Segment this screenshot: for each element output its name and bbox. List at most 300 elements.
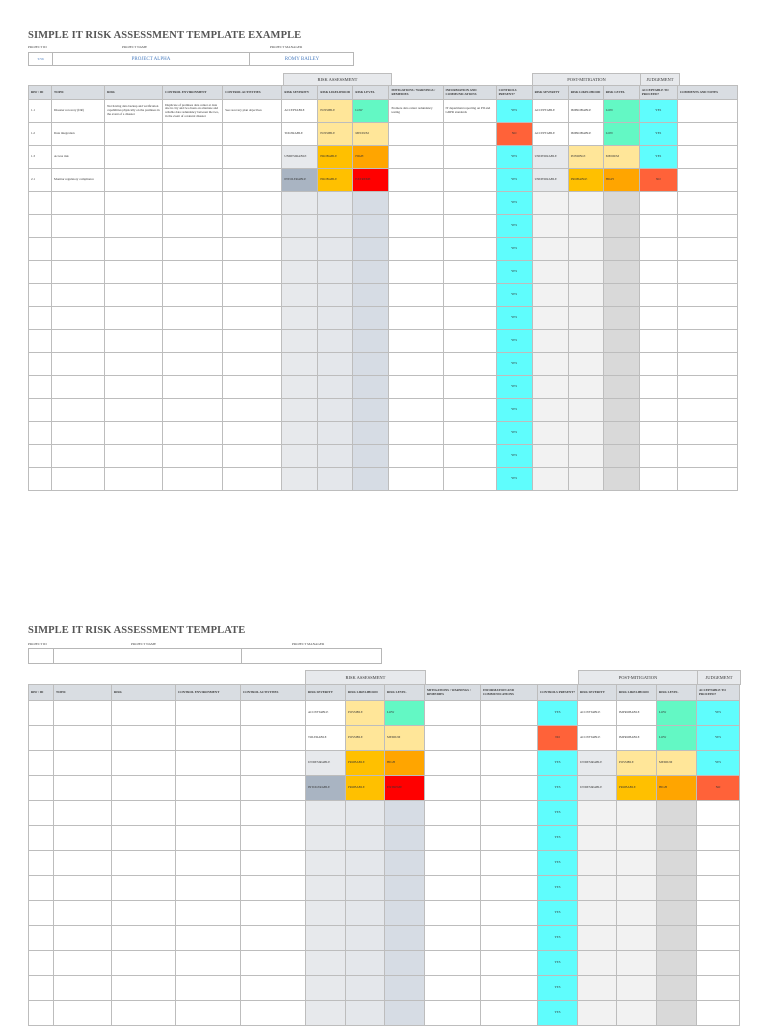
- template-cell-acceptable-to-proceed[interactable]: [697, 901, 740, 926]
- template-cell-pm-risk-level[interactable]: LOW: [657, 726, 697, 751]
- example-cell-risk-likelihood[interactable]: PROBABLE: [318, 169, 353, 192]
- example-cell-acceptable-to-proceed[interactable]: [639, 192, 677, 215]
- template-cell-acceptable-to-proceed[interactable]: NO: [697, 776, 740, 801]
- template-cell-topic[interactable]: [54, 751, 112, 776]
- example-cell-pm-risk-level[interactable]: HIGH: [603, 169, 639, 192]
- template-cell-ref-id[interactable]: [29, 901, 54, 926]
- example-cell-ref-id[interactable]: [29, 353, 52, 376]
- template-cell-control-environment[interactable]: [176, 801, 241, 826]
- template-cell-pm-risk-level[interactable]: [657, 801, 697, 826]
- example-cell-acceptable-to-proceed[interactable]: YES: [639, 146, 677, 169]
- example-cell-controls-present[interactable]: NO: [496, 123, 532, 146]
- example-cell-pm-risk-level[interactable]: [603, 376, 639, 399]
- template-cell-pm-risk-severity[interactable]: [578, 1001, 617, 1026]
- example-cell-information-communications[interactable]: [443, 146, 496, 169]
- template-cell-topic[interactable]: [54, 826, 112, 851]
- example-cell-pm-risk-level[interactable]: [603, 215, 639, 238]
- example-cell-risk-level[interactable]: [353, 330, 389, 353]
- template-cell-risk[interactable]: [112, 976, 176, 1001]
- example-cell-risk[interactable]: [105, 261, 163, 284]
- example-cell-risk-level[interactable]: [353, 376, 389, 399]
- template-cell-mitigations[interactable]: [425, 876, 481, 901]
- template-cell-control-environment[interactable]: [176, 1001, 241, 1026]
- example-cell-information-communications[interactable]: [443, 376, 496, 399]
- template-cell-risk-likelihood[interactable]: [346, 876, 385, 901]
- example-cell-control-activities[interactable]: See recovery plan objectives: [223, 100, 282, 123]
- example-cell-pm-risk-likelihood[interactable]: [568, 238, 603, 261]
- template-cell-risk[interactable]: [112, 801, 176, 826]
- example-cell-comments-notes[interactable]: [677, 100, 737, 123]
- template-cell-pm-risk-level[interactable]: MEDIUM: [657, 751, 697, 776]
- template-cell-risk[interactable]: [112, 851, 176, 876]
- example-cell-pm-risk-severity[interactable]: [532, 468, 568, 491]
- template-cell-control-environment[interactable]: [176, 901, 241, 926]
- template-project-id-field[interactable]: [29, 649, 54, 663]
- example-cell-risk-level[interactable]: [353, 445, 389, 468]
- template-cell-mitigations[interactable]: [425, 726, 481, 751]
- example-cell-acceptable-to-proceed[interactable]: YES: [639, 100, 677, 123]
- template-cell-topic[interactable]: [54, 901, 112, 926]
- example-cell-control-activities[interactable]: [223, 422, 282, 445]
- template-cell-controls-present[interactable]: YES: [538, 1001, 578, 1026]
- example-cell-control-activities[interactable]: [223, 445, 282, 468]
- template-cell-controls-present[interactable]: YES: [538, 951, 578, 976]
- example-project-id-field[interactable]: T/56: [29, 53, 53, 65]
- template-cell-risk-level[interactable]: [385, 926, 425, 951]
- template-cell-acceptable-to-proceed[interactable]: [697, 801, 740, 826]
- example-cell-topic[interactable]: [52, 445, 105, 468]
- example-cell-risk-level[interactable]: MEDIUM: [353, 123, 389, 146]
- template-cell-pm-risk-level[interactable]: LOW: [657, 701, 697, 726]
- template-cell-pm-risk-likelihood[interactable]: PROBABLE: [617, 776, 657, 801]
- example-cell-risk-severity[interactable]: UNDESIRABLE: [282, 146, 318, 169]
- template-cell-acceptable-to-proceed[interactable]: [697, 826, 740, 851]
- example-cell-topic[interactable]: Disaster recovery (DR): [52, 100, 105, 123]
- example-cell-acceptable-to-proceed[interactable]: NO: [639, 169, 677, 192]
- example-cell-risk-level[interactable]: [353, 284, 389, 307]
- template-cell-topic[interactable]: [54, 701, 112, 726]
- example-cell-comments-notes[interactable]: [677, 376, 737, 399]
- example-cell-pm-risk-severity[interactable]: UNDESIRABLE: [532, 169, 568, 192]
- example-cell-pm-risk-likelihood[interactable]: [568, 215, 603, 238]
- template-cell-risk-severity[interactable]: [306, 801, 346, 826]
- example-cell-mitigations[interactable]: [389, 468, 443, 491]
- example-cell-controls-present[interactable]: YES: [496, 468, 532, 491]
- example-cell-risk[interactable]: [105, 284, 163, 307]
- example-cell-risk-severity[interactable]: [282, 261, 318, 284]
- template-cell-pm-risk-severity[interactable]: [578, 826, 617, 851]
- template-cell-pm-risk-likelihood[interactable]: [617, 951, 657, 976]
- template-cell-risk-severity[interactable]: [306, 851, 346, 876]
- template-cell-information-communications[interactable]: [481, 976, 538, 1001]
- template-cell-risk-level[interactable]: [385, 1001, 425, 1026]
- example-cell-pm-risk-severity[interactable]: UNDESIRABLE: [532, 146, 568, 169]
- template-cell-ref-id[interactable]: [29, 876, 54, 901]
- template-cell-risk[interactable]: [112, 951, 176, 976]
- template-cell-topic[interactable]: [54, 851, 112, 876]
- example-cell-risk[interactable]: [105, 353, 163, 376]
- example-cell-ref-id[interactable]: 1.1: [29, 100, 52, 123]
- example-cell-mitigations[interactable]: [389, 284, 443, 307]
- example-cell-pm-risk-likelihood[interactable]: IMPROBABLE: [568, 100, 603, 123]
- template-cell-pm-risk-likelihood[interactable]: [617, 926, 657, 951]
- template-cell-control-environment[interactable]: [176, 951, 241, 976]
- example-cell-pm-risk-level[interactable]: [603, 399, 639, 422]
- example-cell-ref-id[interactable]: [29, 215, 52, 238]
- example-cell-risk-severity[interactable]: [282, 238, 318, 261]
- example-cell-mitigations[interactable]: [389, 399, 443, 422]
- example-cell-risk[interactable]: Not having data backup and verification capabilities physically on the premises in the event of a disaster: [105, 100, 163, 123]
- template-project-manager-field[interactable]: [242, 649, 383, 663]
- template-cell-control-activities[interactable]: [241, 1001, 306, 1026]
- template-cell-risk-likelihood[interactable]: [346, 976, 385, 1001]
- template-cell-risk-level[interactable]: [385, 976, 425, 1001]
- example-cell-risk[interactable]: [105, 169, 163, 192]
- template-cell-information-communications[interactable]: [481, 776, 538, 801]
- example-cell-pm-risk-likelihood[interactable]: [568, 468, 603, 491]
- template-cell-information-communications[interactable]: [481, 801, 538, 826]
- example-cell-control-activities[interactable]: [223, 238, 282, 261]
- template-cell-pm-risk-level[interactable]: [657, 901, 697, 926]
- example-cell-pm-risk-severity[interactable]: [532, 399, 568, 422]
- template-cell-pm-risk-likelihood[interactable]: POSSIBLE: [617, 751, 657, 776]
- example-cell-risk-severity[interactable]: [282, 376, 318, 399]
- example-cell-risk-likelihood[interactable]: PROBABLE: [318, 146, 353, 169]
- example-cell-acceptable-to-proceed[interactable]: [639, 330, 677, 353]
- template-cell-acceptable-to-proceed[interactable]: YES: [697, 726, 740, 751]
- example-cell-comments-notes[interactable]: [677, 422, 737, 445]
- template-cell-risk-likelihood[interactable]: PROBABLE: [346, 776, 385, 801]
- example-cell-pm-risk-likelihood[interactable]: IMPROBABLE: [568, 123, 603, 146]
- example-cell-risk[interactable]: [105, 238, 163, 261]
- example-cell-acceptable-to-proceed[interactable]: [639, 215, 677, 238]
- template-cell-pm-risk-likelihood[interactable]: [617, 901, 657, 926]
- example-cell-acceptable-to-proceed[interactable]: [639, 307, 677, 330]
- example-cell-risk-level[interactable]: EXTREME: [353, 169, 389, 192]
- example-cell-information-communications[interactable]: [443, 330, 496, 353]
- example-cell-controls-present[interactable]: YES: [496, 215, 532, 238]
- example-cell-control-environment[interactable]: [163, 123, 223, 146]
- example-cell-risk-likelihood[interactable]: [318, 468, 353, 491]
- example-cell-risk[interactable]: [105, 307, 163, 330]
- template-cell-risk[interactable]: [112, 751, 176, 776]
- example-cell-control-environment[interactable]: [163, 261, 223, 284]
- example-cell-topic[interactable]: [52, 353, 105, 376]
- example-cell-topic[interactable]: [52, 215, 105, 238]
- template-cell-pm-risk-level[interactable]: [657, 876, 697, 901]
- template-cell-risk-level[interactable]: [385, 876, 425, 901]
- template-cell-controls-present[interactable]: YES: [538, 776, 578, 801]
- example-cell-controls-present[interactable]: YES: [496, 376, 532, 399]
- template-cell-ref-id[interactable]: [29, 951, 54, 976]
- example-cell-acceptable-to-proceed[interactable]: [639, 261, 677, 284]
- template-cell-risk[interactable]: [112, 726, 176, 751]
- example-cell-mitigations[interactable]: [389, 146, 443, 169]
- template-cell-controls-present[interactable]: YES: [538, 851, 578, 876]
- example-cell-controls-present[interactable]: YES: [496, 445, 532, 468]
- template-cell-information-communications[interactable]: [481, 826, 538, 851]
- example-cell-risk-severity[interactable]: ACCEPTABLE: [282, 100, 318, 123]
- example-cell-information-communications[interactable]: [443, 123, 496, 146]
- example-cell-pm-risk-likelihood[interactable]: [568, 261, 603, 284]
- example-cell-mitigations[interactable]: [389, 422, 443, 445]
- example-cell-ref-id[interactable]: [29, 330, 52, 353]
- example-cell-control-activities[interactable]: [223, 146, 282, 169]
- example-cell-control-environment[interactable]: [163, 169, 223, 192]
- template-cell-control-environment[interactable]: [176, 701, 241, 726]
- example-cell-risk-level[interactable]: [353, 399, 389, 422]
- template-cell-acceptable-to-proceed[interactable]: [697, 926, 740, 951]
- template-cell-information-communications[interactable]: [481, 726, 538, 751]
- example-cell-risk-level[interactable]: [353, 353, 389, 376]
- template-cell-pm-risk-level[interactable]: [657, 951, 697, 976]
- example-cell-mitigations[interactable]: Promote data center redundancy testing: [389, 100, 443, 123]
- template-cell-ref-id[interactable]: [29, 751, 54, 776]
- template-cell-pm-risk-likelihood[interactable]: [617, 801, 657, 826]
- example-cell-controls-present[interactable]: YES: [496, 422, 532, 445]
- example-cell-pm-risk-likelihood[interactable]: [568, 422, 603, 445]
- template-cell-risk-level[interactable]: LOW: [385, 701, 425, 726]
- template-cell-acceptable-to-proceed[interactable]: [697, 876, 740, 901]
- example-cell-ref-id[interactable]: 2.1: [29, 169, 52, 192]
- example-cell-pm-risk-level[interactable]: [603, 353, 639, 376]
- template-cell-mitigations[interactable]: [425, 976, 481, 1001]
- example-cell-information-communications[interactable]: [443, 261, 496, 284]
- example-cell-acceptable-to-proceed[interactable]: YES: [639, 123, 677, 146]
- example-cell-risk-likelihood[interactable]: [318, 376, 353, 399]
- example-cell-pm-risk-severity[interactable]: [532, 422, 568, 445]
- example-cell-pm-risk-likelihood[interactable]: [568, 376, 603, 399]
- template-cell-pm-risk-severity[interactable]: ACCEPTABLE: [578, 701, 617, 726]
- example-cell-comments-notes[interactable]: [677, 261, 737, 284]
- template-cell-risk[interactable]: [112, 876, 176, 901]
- template-cell-control-environment[interactable]: [176, 751, 241, 776]
- example-cell-risk[interactable]: [105, 399, 163, 422]
- example-cell-comments-notes[interactable]: [677, 330, 737, 353]
- template-cell-acceptable-to-proceed[interactable]: [697, 851, 740, 876]
- example-cell-information-communications[interactable]: [443, 169, 496, 192]
- example-cell-pm-risk-level[interactable]: LOW: [603, 123, 639, 146]
- template-cell-control-activities[interactable]: [241, 901, 306, 926]
- example-cell-pm-risk-level[interactable]: [603, 330, 639, 353]
- template-cell-pm-risk-severity[interactable]: [578, 926, 617, 951]
- template-cell-risk-severity[interactable]: [306, 901, 346, 926]
- example-cell-risk[interactable]: [105, 146, 163, 169]
- template-cell-risk-level[interactable]: MEDIUM: [385, 726, 425, 751]
- template-cell-pm-risk-likelihood[interactable]: [617, 976, 657, 1001]
- example-cell-information-communications[interactable]: [443, 215, 496, 238]
- example-cell-information-communications[interactable]: [443, 422, 496, 445]
- example-cell-risk-level[interactable]: [353, 238, 389, 261]
- example-cell-comments-notes[interactable]: [677, 468, 737, 491]
- example-cell-topic[interactable]: [52, 422, 105, 445]
- example-cell-risk-level[interactable]: [353, 261, 389, 284]
- template-cell-ref-id[interactable]: [29, 926, 54, 951]
- template-cell-risk-level[interactable]: EXTREME: [385, 776, 425, 801]
- template-cell-control-activities[interactable]: [241, 726, 306, 751]
- example-cell-risk-level[interactable]: [353, 422, 389, 445]
- example-cell-pm-risk-severity[interactable]: [532, 307, 568, 330]
- example-cell-control-environment[interactable]: [163, 330, 223, 353]
- example-cell-control-activities[interactable]: [223, 261, 282, 284]
- example-cell-mitigations[interactable]: [389, 123, 443, 146]
- template-cell-pm-risk-likelihood[interactable]: IMPROBABLE: [617, 726, 657, 751]
- template-cell-risk[interactable]: [112, 826, 176, 851]
- example-cell-pm-risk-severity[interactable]: [532, 215, 568, 238]
- example-cell-control-activities[interactable]: [223, 169, 282, 192]
- example-cell-topic[interactable]: [52, 307, 105, 330]
- example-cell-acceptable-to-proceed[interactable]: [639, 422, 677, 445]
- template-cell-pm-risk-level[interactable]: [657, 851, 697, 876]
- example-cell-risk[interactable]: [105, 123, 163, 146]
- example-cell-risk-likelihood[interactable]: [318, 215, 353, 238]
- example-cell-risk-likelihood[interactable]: POSSIBLE: [318, 100, 353, 123]
- example-cell-pm-risk-level[interactable]: [603, 422, 639, 445]
- template-cell-ref-id[interactable]: [29, 851, 54, 876]
- template-cell-pm-risk-likelihood[interactable]: IMPROBABLE: [617, 701, 657, 726]
- example-cell-ref-id[interactable]: [29, 307, 52, 330]
- template-cell-controls-present[interactable]: YES: [538, 701, 578, 726]
- example-cell-information-communications[interactable]: [443, 307, 496, 330]
- example-cell-comments-notes[interactable]: [677, 284, 737, 307]
- template-cell-risk[interactable]: [112, 926, 176, 951]
- template-cell-ref-id[interactable]: [29, 726, 54, 751]
- example-cell-controls-present[interactable]: YES: [496, 399, 532, 422]
- template-cell-controls-present[interactable]: NO: [538, 726, 578, 751]
- example-cell-pm-risk-severity[interactable]: ACCEPTABLE: [532, 100, 568, 123]
- template-cell-topic[interactable]: [54, 776, 112, 801]
- example-cell-mitigations[interactable]: [389, 261, 443, 284]
- example-cell-information-communications[interactable]: [443, 399, 496, 422]
- example-cell-pm-risk-likelihood[interactable]: POSSIBLE: [568, 146, 603, 169]
- example-cell-risk-likelihood[interactable]: [318, 307, 353, 330]
- template-cell-risk-severity[interactable]: [306, 951, 346, 976]
- example-cell-control-environment[interactable]: [163, 192, 223, 215]
- example-cell-comments-notes[interactable]: [677, 146, 737, 169]
- template-cell-control-activities[interactable]: [241, 951, 306, 976]
- example-cell-control-activities[interactable]: [223, 215, 282, 238]
- example-cell-comments-notes[interactable]: [677, 399, 737, 422]
- example-cell-risk-level[interactable]: [353, 307, 389, 330]
- example-cell-control-activities[interactable]: [223, 353, 282, 376]
- example-cell-mitigations[interactable]: [389, 307, 443, 330]
- example-cell-control-environment[interactable]: [163, 445, 223, 468]
- example-cell-pm-risk-level[interactable]: [603, 468, 639, 491]
- example-cell-comments-notes[interactable]: [677, 238, 737, 261]
- example-cell-risk-severity[interactable]: INTOLERABLE: [282, 169, 318, 192]
- example-cell-ref-id[interactable]: [29, 422, 52, 445]
- example-cell-risk[interactable]: [105, 330, 163, 353]
- example-cell-pm-risk-level[interactable]: [603, 192, 639, 215]
- example-cell-controls-present[interactable]: YES: [496, 169, 532, 192]
- example-cell-information-communications[interactable]: [443, 468, 496, 491]
- template-cell-mitigations[interactable]: [425, 1001, 481, 1026]
- template-cell-risk-likelihood[interactable]: POSSIBLE: [346, 701, 385, 726]
- example-cell-risk-severity[interactable]: [282, 215, 318, 238]
- example-cell-risk-level[interactable]: [353, 215, 389, 238]
- example-cell-pm-risk-level[interactable]: [603, 307, 639, 330]
- example-cell-control-environment[interactable]: Duplicate of premises data center at data site in city and two hosts on alternate and reliable data redundancy between the two, in the event of a natural disaster: [163, 100, 223, 123]
- example-cell-risk-likelihood[interactable]: [318, 399, 353, 422]
- template-cell-control-activities[interactable]: [241, 751, 306, 776]
- template-project-name-field[interactable]: [54, 649, 242, 663]
- example-cell-comments-notes[interactable]: [677, 169, 737, 192]
- example-cell-control-environment[interactable]: [163, 215, 223, 238]
- example-cell-pm-risk-severity[interactable]: [532, 445, 568, 468]
- template-cell-pm-risk-severity[interactable]: [578, 876, 617, 901]
- example-cell-controls-present[interactable]: YES: [496, 307, 532, 330]
- template-cell-pm-risk-severity[interactable]: ACCEPTABLE: [578, 726, 617, 751]
- example-cell-comments-notes[interactable]: [677, 215, 737, 238]
- example-cell-ref-id[interactable]: [29, 399, 52, 422]
- template-cell-pm-risk-severity[interactable]: [578, 851, 617, 876]
- example-cell-pm-risk-level[interactable]: [603, 261, 639, 284]
- template-cell-pm-risk-likelihood[interactable]: [617, 851, 657, 876]
- example-cell-risk-severity[interactable]: [282, 330, 318, 353]
- example-cell-control-environment[interactable]: [163, 422, 223, 445]
- template-cell-risk-likelihood[interactable]: [346, 951, 385, 976]
- template-cell-risk-likelihood[interactable]: [346, 1001, 385, 1026]
- example-cell-risk[interactable]: [105, 192, 163, 215]
- template-cell-control-environment[interactable]: [176, 826, 241, 851]
- example-cell-risk-severity[interactable]: [282, 422, 318, 445]
- template-cell-pm-risk-likelihood[interactable]: [617, 876, 657, 901]
- template-cell-topic[interactable]: [54, 951, 112, 976]
- example-cell-control-environment[interactable]: [163, 353, 223, 376]
- example-cell-pm-risk-likelihood[interactable]: [568, 353, 603, 376]
- template-cell-mitigations[interactable]: [425, 926, 481, 951]
- template-cell-risk-likelihood[interactable]: [346, 851, 385, 876]
- example-cell-mitigations[interactable]: [389, 445, 443, 468]
- example-cell-information-communications[interactable]: [443, 238, 496, 261]
- template-cell-topic[interactable]: [54, 926, 112, 951]
- template-cell-risk-likelihood[interactable]: [346, 826, 385, 851]
- template-cell-risk-severity[interactable]: [306, 826, 346, 851]
- template-cell-control-environment[interactable]: [176, 776, 241, 801]
- example-cell-control-activities[interactable]: [223, 123, 282, 146]
- template-cell-information-communications[interactable]: [481, 926, 538, 951]
- template-cell-ref-id[interactable]: [29, 701, 54, 726]
- example-cell-risk-severity[interactable]: [282, 192, 318, 215]
- example-cell-mitigations[interactable]: [389, 169, 443, 192]
- template-cell-acceptable-to-proceed[interactable]: YES: [697, 701, 740, 726]
- example-cell-risk-level[interactable]: [353, 468, 389, 491]
- example-cell-mitigations[interactable]: [389, 215, 443, 238]
- example-cell-pm-risk-severity[interactable]: [532, 330, 568, 353]
- template-cell-risk-likelihood[interactable]: [346, 901, 385, 926]
- example-cell-mitigations[interactable]: [389, 238, 443, 261]
- example-cell-acceptable-to-proceed[interactable]: [639, 353, 677, 376]
- template-cell-pm-risk-level[interactable]: [657, 826, 697, 851]
- template-cell-control-activities[interactable]: [241, 851, 306, 876]
- example-cell-risk-severity[interactable]: [282, 284, 318, 307]
- example-cell-pm-risk-severity[interactable]: ACCEPTABLE: [532, 123, 568, 146]
- template-cell-mitigations[interactable]: [425, 801, 481, 826]
- example-cell-risk-level[interactable]: HIGH: [353, 146, 389, 169]
- template-cell-ref-id[interactable]: [29, 976, 54, 1001]
- example-cell-control-activities[interactable]: [223, 468, 282, 491]
- example-cell-control-environment[interactable]: [163, 376, 223, 399]
- template-cell-controls-present[interactable]: YES: [538, 826, 578, 851]
- template-cell-risk-severity[interactable]: TOLERABLE: [306, 726, 346, 751]
- example-cell-pm-risk-severity[interactable]: [532, 353, 568, 376]
- template-cell-risk-severity[interactable]: [306, 976, 346, 1001]
- example-cell-mitigations[interactable]: [389, 376, 443, 399]
- example-cell-pm-risk-level[interactable]: LOW: [603, 100, 639, 123]
- template-cell-information-communications[interactable]: [481, 1001, 538, 1026]
- example-cell-risk-likelihood[interactable]: [318, 353, 353, 376]
- template-cell-risk-severity[interactable]: [306, 926, 346, 951]
